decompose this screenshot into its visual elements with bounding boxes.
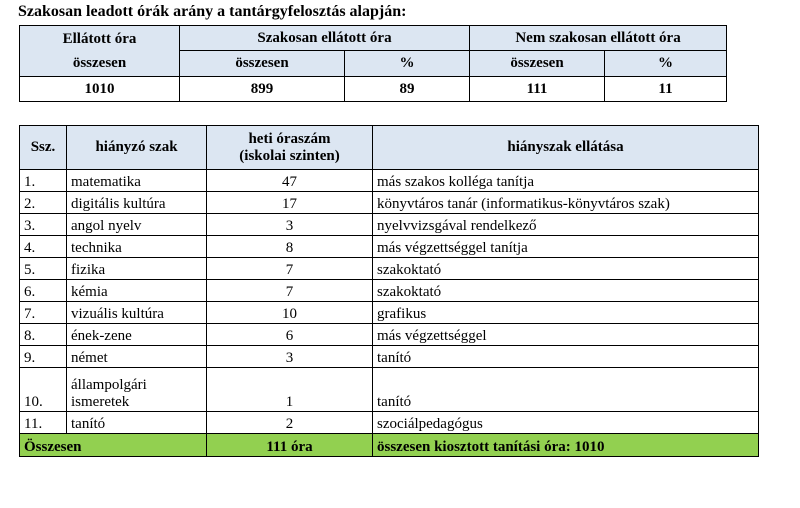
row-szak: német xyxy=(67,346,207,368)
row-ssz: 2. xyxy=(20,192,67,214)
row-ora: 3 xyxy=(207,214,373,236)
subheader-percent: % xyxy=(605,51,727,77)
row-ellatas: más végzettséggel tanítja xyxy=(373,236,759,258)
header-hianyszak-ellatasa: hiányszak ellátása xyxy=(373,126,759,170)
subheader-percent: % xyxy=(345,51,470,77)
row-ellatas: szociálpedagógus xyxy=(373,412,759,434)
row-ssz: 9. xyxy=(20,346,67,368)
row-ellatas: grafikus xyxy=(373,302,759,324)
table-row xyxy=(20,236,759,258)
table-row xyxy=(20,302,759,324)
row-ssz: 5. xyxy=(20,258,67,280)
row-ora: 2 xyxy=(207,412,373,434)
row-ellatas: szakoktató xyxy=(373,280,759,302)
value-nem-szakosan-osszesen: 111 xyxy=(470,77,605,102)
row-ora: 8 xyxy=(207,236,373,258)
value-szakosan-percent: 89 xyxy=(345,77,470,102)
row-ssz: 8. xyxy=(20,324,67,346)
table-row xyxy=(20,324,759,346)
row-ellatas: más szakos kolléga tanítja xyxy=(373,170,759,192)
subheader-osszesen: összesen xyxy=(180,51,345,77)
table-row xyxy=(20,280,759,302)
value-szakosan-osszesen: 899 xyxy=(180,77,345,102)
row-ora: 17 xyxy=(207,192,373,214)
header-ellatott-ora: Ellátott óra összesen xyxy=(20,26,180,77)
row-ellatas: nyelvvizsgával rendelkező xyxy=(373,214,759,236)
row-szak: matematika xyxy=(67,170,207,192)
row-szak: vizuális kultúra xyxy=(67,302,207,324)
total-label: Összesen xyxy=(20,434,207,457)
row-ora: 1 xyxy=(207,368,373,412)
row-ora: 3 xyxy=(207,346,373,368)
header-szakosan: Szakosan ellátott óra xyxy=(180,26,470,51)
row-ellatas: könyvtáros tanár (informatikus-könyvtáros szak) xyxy=(373,192,759,214)
page-title: Szakosan leadott órák arány a tantárgyfelosztás alapján: xyxy=(18,3,407,20)
header-ssz: Ssz. xyxy=(20,126,67,170)
row-ellatas: tanító xyxy=(373,368,759,412)
table-row xyxy=(20,346,759,368)
row-ssz: 10. xyxy=(20,368,67,412)
row-szak: tanító xyxy=(67,412,207,434)
row-szak: kémia xyxy=(67,280,207,302)
total-note: összesen kiosztott tanítási óra: 1010 xyxy=(373,434,759,457)
header-nem-szakosan: Nem szakosan ellátott óra xyxy=(470,26,727,51)
header-heti-oraszam: heti óraszám (iskolai szinten) xyxy=(207,126,373,170)
table-row xyxy=(20,258,759,280)
row-ssz: 7. xyxy=(20,302,67,324)
table-row xyxy=(20,192,759,214)
hianyszak-table xyxy=(19,125,759,457)
table-row xyxy=(20,412,759,434)
row-ssz: 6. xyxy=(20,280,67,302)
row-ellatas: tanító xyxy=(373,346,759,368)
summary-table xyxy=(19,25,727,102)
row-szak: technika xyxy=(67,236,207,258)
row-ssz: 11. xyxy=(20,412,67,434)
table-row xyxy=(20,368,759,412)
total-row xyxy=(20,434,759,457)
row-ora: 47 xyxy=(207,170,373,192)
row-szak: ének-zene xyxy=(67,324,207,346)
subheader-osszesen: összesen xyxy=(470,51,605,77)
value-ellatott: 1010 xyxy=(20,77,180,102)
row-szak: állampolgári ismeretek xyxy=(67,368,207,412)
row-ellatas: szakoktató xyxy=(373,258,759,280)
table-row xyxy=(20,170,759,192)
row-szak: digitális kultúra xyxy=(67,192,207,214)
row-ssz: 4. xyxy=(20,236,67,258)
row-ssz: 3. xyxy=(20,214,67,236)
value-nem-szakosan-percent: 11 xyxy=(605,77,727,102)
row-ssz: 1. xyxy=(20,170,67,192)
row-ora: 10 xyxy=(207,302,373,324)
row-szak: fizika xyxy=(67,258,207,280)
row-szak: angol nyelv xyxy=(67,214,207,236)
header-hianyzo-szak: hiányzó szak xyxy=(67,126,207,170)
total-ora: 111 óra xyxy=(207,434,373,457)
row-ora: 7 xyxy=(207,258,373,280)
row-ora: 7 xyxy=(207,280,373,302)
row-ellatas: más végzettséggel xyxy=(373,324,759,346)
row-ora: 6 xyxy=(207,324,373,346)
table-row xyxy=(20,214,759,236)
